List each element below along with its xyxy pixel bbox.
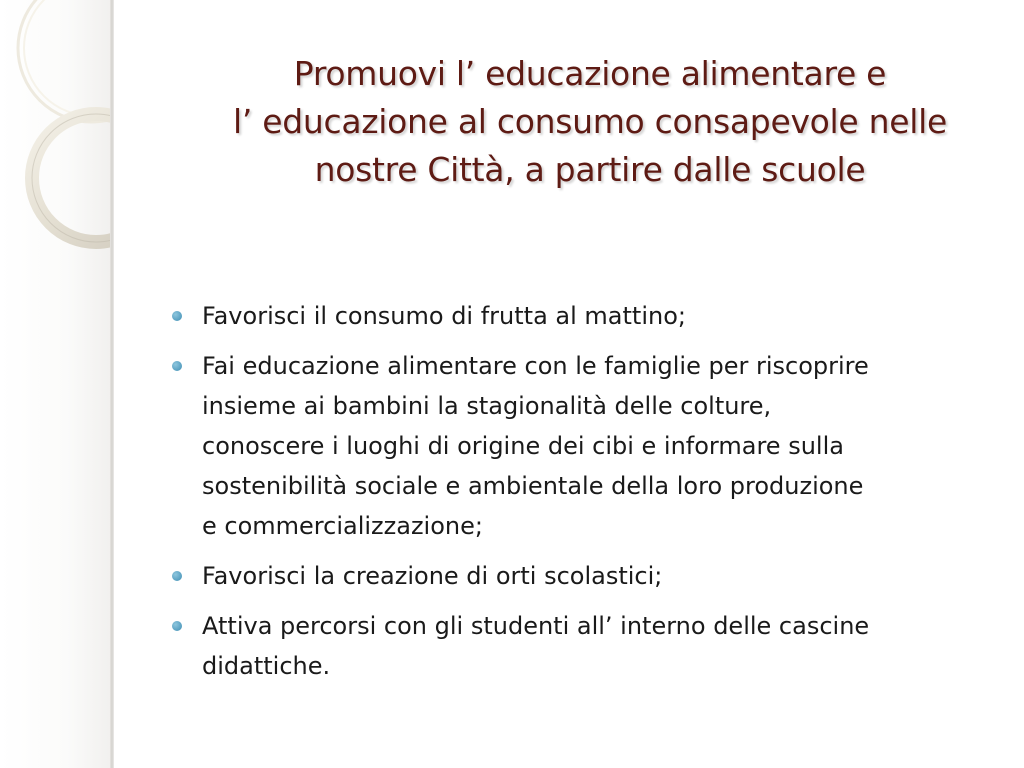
side-edge-divider — [110, 0, 114, 768]
title-line: l’ educazione al consumo consapevole nelle — [233, 102, 947, 141]
bullet-item — [170, 346, 1000, 546]
title-line: Promuovi l’ educazione alimentare e — [293, 54, 887, 93]
bullet-dot-icon — [172, 571, 182, 581]
slide-title — [160, 50, 1020, 194]
bullet-item — [170, 556, 1000, 596]
title-line: nostre Città, a partire dalle scuole — [314, 150, 866, 189]
bullet-text: Favorisci la creazione di orti scolastici; — [202, 562, 663, 590]
bullet-text: Attiva percorsi con gli studenti all’ interno delle cascine didattiche. — [202, 612, 870, 680]
bullet-text: Favorisci il consumo di frutta al mattino; — [202, 302, 686, 330]
bullet-text: Fai educazione alimentare con le famiglie per riscoprire insieme ai bambini la stagionalità delle colture, conoscere i luoghi di origine dei cibi e informare sulla sostenibilità sociale e ambientale della loro produzione e commercializzazione; — [202, 352, 869, 540]
bullet-list — [170, 296, 1000, 696]
bullet-item — [170, 606, 1000, 686]
bullet-item — [170, 296, 1000, 336]
bullet-dot-icon — [172, 311, 182, 321]
ring-decoration-icon — [0, 0, 120, 260]
bullet-dot-icon — [172, 621, 182, 631]
bullet-dot-icon — [172, 361, 182, 371]
